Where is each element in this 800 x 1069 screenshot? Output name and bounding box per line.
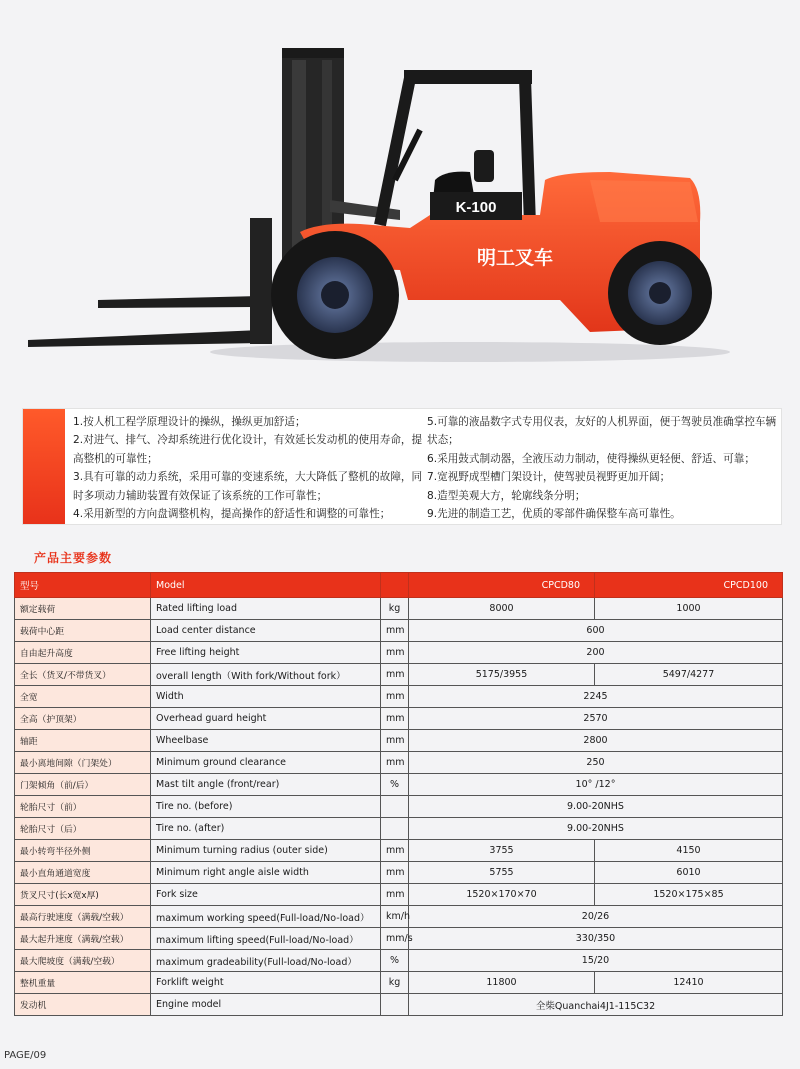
spec-label-cn: 全高（护顶架） [15, 708, 151, 730]
spec-value: 9.00-20NHS [409, 818, 783, 840]
spec-value-model-1: 11800 [409, 972, 595, 994]
spec-value-model-2: 1000 [595, 598, 783, 620]
spec-label-cn: 全宽 [15, 686, 151, 708]
spec-value-model-2: 4150 [595, 840, 783, 862]
spec-unit: mm [381, 664, 409, 686]
spec-label-cn: 最小转弯半径外侧 [15, 840, 151, 862]
spec-header-row [15, 573, 783, 598]
spec-value: 10° /12° [409, 774, 783, 796]
spec-unit [381, 796, 409, 818]
spec-label-cn: 最小离地间隙（门架处） [15, 752, 151, 774]
spec-label-en: overall length（With fork/Without fork） [151, 664, 381, 686]
header-cn: 型号 [15, 573, 151, 598]
spec-label-en: Engine model [151, 994, 381, 1016]
spec-row [15, 950, 783, 972]
spec-label-en: Mast tilt angle (front/rear) [151, 774, 381, 796]
spec-label-en: maximum lifting speed(Full-load/No-load） [151, 928, 381, 950]
spec-row [15, 862, 783, 884]
spec-label-en: Width [151, 686, 381, 708]
fork-upper [98, 296, 262, 308]
spec-value-model-2: 1520×175×85 [595, 884, 783, 906]
spec-unit: mm [381, 884, 409, 906]
spec-unit [381, 818, 409, 840]
header-model-1: CPCD80 [409, 573, 595, 598]
header-model-2: CPCD100 [595, 573, 783, 598]
spec-value-model-2: 6010 [595, 862, 783, 884]
spec-label-en: Rated lifting load [151, 598, 381, 620]
feature-item: 6.采用鼓式制动器，全液压动力制动，使得操纵更轻便、舒适、可靠； [427, 452, 755, 465]
spec-value-model-2: 12410 [595, 972, 783, 994]
spec-label-cn: 全长（货叉/不带货叉） [15, 664, 151, 686]
product-photo [0, 0, 800, 400]
spec-label-cn: 自由起升高度 [15, 642, 151, 664]
spec-unit: % [381, 950, 409, 972]
spec-row [15, 774, 783, 796]
header-en: Model [151, 573, 381, 598]
spec-label-en: Tire no. (after) [151, 818, 381, 840]
brand-name-on-body: 明工叉车 [476, 247, 554, 269]
spec-unit [381, 994, 409, 1016]
spec-row [15, 796, 783, 818]
spec-label-en: Wheelbase [151, 730, 381, 752]
model-badge: K-100 [455, 199, 497, 216]
spec-label-en: Minimum right angle aisle width [151, 862, 381, 884]
spec-label-cn: 轴距 [15, 730, 151, 752]
spec-label-cn: 最大起升速度（满载/空载） [15, 928, 151, 950]
spec-label-en: Free lifting height [151, 642, 381, 664]
spec-value: 250 [409, 752, 783, 774]
features-accent-bar [23, 409, 65, 524]
spec-unit: mm [381, 620, 409, 642]
spec-value: 2800 [409, 730, 783, 752]
spec-row [15, 906, 783, 928]
features-right-column [427, 413, 779, 523]
spec-row [15, 884, 783, 906]
spec-row [15, 818, 783, 840]
spec-value: 9.00-20NHS [409, 796, 783, 818]
fork-carriage [250, 218, 272, 344]
spec-unit: kg [381, 972, 409, 994]
spec-label-en: Fork size [151, 884, 381, 906]
front-wheel [271, 231, 399, 359]
spec-unit: mm/s [381, 928, 409, 950]
spec-label-cn: 轮胎尺寸（后） [15, 818, 151, 840]
spec-row [15, 642, 783, 664]
spec-row [15, 752, 783, 774]
spec-label-cn: 门架倾角（前/后） [15, 774, 151, 796]
spec-row [15, 994, 783, 1016]
spec-unit: mm [381, 708, 409, 730]
spec-value-model-2: 5497/4277 [595, 664, 783, 686]
spec-label-en: Minimum ground clearance [151, 752, 381, 774]
spec-row [15, 730, 783, 752]
spec-label-cn: 货叉尺寸(长x宽x厚) [15, 884, 151, 906]
spec-label-en: Tire no. (before) [151, 796, 381, 818]
spec-label-en: Overhead guard height [151, 708, 381, 730]
feature-item: 2.对进气、排气、冷却系统进行优化设计，有效延长发动机的使用寿命，提高整机的可靠性； [73, 434, 423, 465]
spec-value-model-1: 8000 [409, 598, 595, 620]
spec-value-model-1: 3755 [409, 840, 595, 862]
spec-label-en: maximum working speed(Full-load/No-load） [151, 906, 381, 928]
spec-label-cn: 最大爬坡度（满载/空载） [15, 950, 151, 972]
spec-label-cn: 额定载荷 [15, 598, 151, 620]
feature-item: 9.先进的制造工艺，优质的零部件确保整车高可靠性。 [427, 508, 681, 521]
spec-row [15, 840, 783, 862]
spec-value: 2245 [409, 686, 783, 708]
spec-value: 15/20 [409, 950, 783, 972]
spec-unit: km/h [381, 906, 409, 928]
page-number: PAGE/09 [4, 1050, 47, 1061]
spec-unit: mm [381, 752, 409, 774]
spec-row [15, 928, 783, 950]
spec-label-cn: 轮胎尺寸（前） [15, 796, 151, 818]
spec-row [15, 708, 783, 730]
spec-label-cn: 最高行驶速度（满载/空载） [15, 906, 151, 928]
spec-unit: kg [381, 598, 409, 620]
spec-value: 2570 [409, 708, 783, 730]
features-box [22, 408, 782, 525]
feature-item: 3.具有可靠的动力系统，采用可靠的变速系统，大大降低了整机的故障，同时多项动力辅助装置有效保证了该系统的工作可靠性； [73, 471, 423, 502]
spec-unit: % [381, 774, 409, 796]
spec-value: 全柴Quanchai4J1-115C32 [409, 994, 783, 1016]
feature-item: 4.采用新型的方向盘调整机构，提高操作的舒适性和调整的可靠性； [73, 508, 391, 521]
spec-value: 200 [409, 642, 783, 664]
spec-value: 20/26 [409, 906, 783, 928]
spec-row [15, 686, 783, 708]
spec-table [14, 572, 783, 1016]
spec-value-model-1: 5175/3955 [409, 664, 595, 686]
rear-wheel [608, 241, 712, 345]
spec-value-model-1: 5755 [409, 862, 595, 884]
spec-unit: mm [381, 730, 409, 752]
feature-item: 7.宽视野成型槽门架设计，使驾驶员视野更加开阔； [427, 471, 671, 484]
spec-unit: mm [381, 642, 409, 664]
fork-lower [28, 330, 262, 347]
spec-label-en: maximum gradeability(Full-load/No-load） [151, 950, 381, 972]
spec-label-cn: 整机重量 [15, 972, 151, 994]
spec-unit: mm [381, 862, 409, 884]
spec-row [15, 598, 783, 620]
spec-row [15, 664, 783, 686]
features-left-column [73, 413, 425, 523]
spec-label-cn: 载荷中心距 [15, 620, 151, 642]
feature-item: 8.造型美观大方，轮廓线条分明； [427, 489, 586, 502]
feature-item: 5.可靠的液晶数字式专用仪表，友好的人机界面，便于驾驶员准确掌控车辆状态； [427, 416, 777, 447]
section-title: 产品主要参数 [34, 551, 113, 565]
spec-label-en: Minimum turning radius (outer side) [151, 840, 381, 862]
spec-row [15, 972, 783, 994]
header-unit [381, 573, 409, 598]
spec-label-cn: 最小直角通道宽度 [15, 862, 151, 884]
spec-label-cn: 发动机 [15, 994, 151, 1016]
spec-value: 600 [409, 620, 783, 642]
spec-label-en: Forklift weight [151, 972, 381, 994]
spec-label-en: Load center distance [151, 620, 381, 642]
spec-unit: mm [381, 840, 409, 862]
forklift-illustration [0, 0, 800, 400]
spec-unit: mm [381, 686, 409, 708]
spec-value-model-1: 1520×170×70 [409, 884, 595, 906]
feature-item: 1.按人机工程学原理设计的操纵，操纵更加舒适； [73, 416, 306, 428]
spec-value: 330/350 [409, 928, 783, 950]
spec-row [15, 620, 783, 642]
